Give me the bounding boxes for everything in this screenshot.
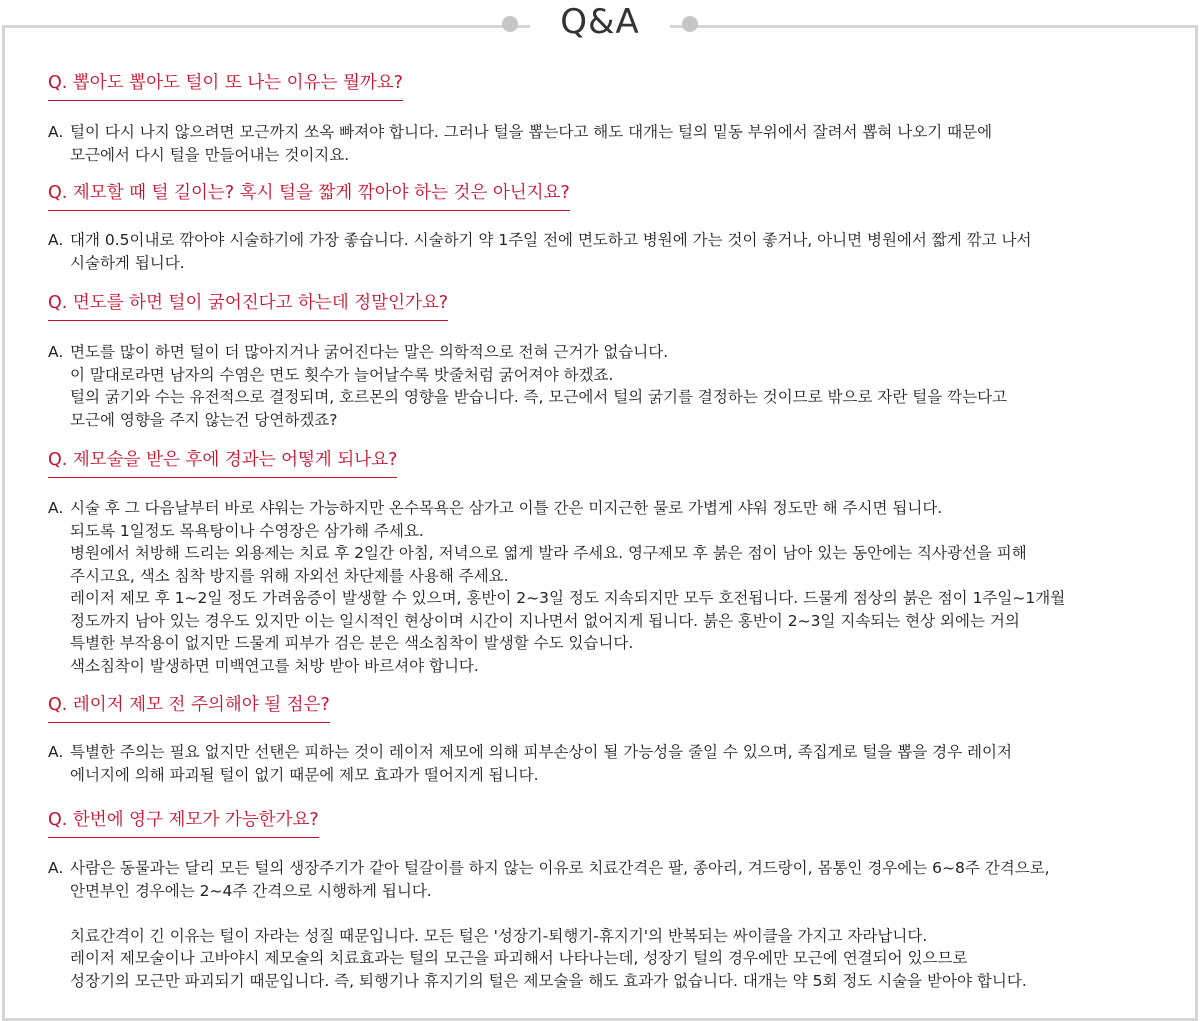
answer-5	[48, 741, 1188, 786]
answer-line: 털의 굵기와 수는 유전적으로 결정되며, 호르몬의 영향을 받습니다. 즉, 모근에서 털의 굵기를 결정하는 것이므로 밖으로 자란 털을 깍는다고	[70, 388, 1008, 406]
qa-item-6	[48, 808, 1188, 992]
answer-prefix: A.	[48, 859, 64, 877]
answer-prefix: A.	[48, 123, 64, 141]
answer-prefix: A.	[48, 743, 64, 761]
qa-item-5	[48, 693, 1188, 786]
header-left-dot-icon	[502, 16, 518, 32]
answer-line: 주시고요, 색소 침착 방지를 위해 자외선 차단제를 사용해 주세요.	[70, 566, 509, 585]
answer-line: 에너지에 의해 파괴될 털이 없기 때문에 제모 효과가 떨어지게 됩니다.	[70, 765, 539, 784]
answer-line: 이 말대로라면 남자의 수염은 면도 횟수가 늘어날수록 밧줄처럼 굵어져야 하겠죠.	[70, 365, 614, 384]
answer-line: 치료간격이 긴 이유는 털이 자라는 성질 때문입니다. 모든 털은 '성장기-퇴행기-휴지기'의 반복되는 싸이클을 가지고 자라납니다.	[70, 926, 928, 945]
qa-item-3	[48, 291, 1188, 431]
answer-line: 시술 후 그 다음날부터 바로 샤워는 가능하지만 온수목욕은 삼가고 이틀 간은 미지근한 물로 가볍게 샤워 정도만 해 주시면 됩니다.	[70, 499, 943, 517]
answer-line: 털이 다시 나지 않으려면 모근까지 쏘옥 빠져야 합니다. 그러나 털을 뽑는다고 해도 대개는 털의 밑동 부위에서 잘려서 뽑혀 나오기 때문에	[70, 123, 993, 141]
answer-prefix: A.	[48, 499, 64, 517]
answer-3	[48, 341, 1188, 431]
answer-line: 병원에서 처방해 드리는 외용제는 치료 후 2일간 아침, 저녁으로 엷게 발라 주세요. 영구제모 후 붉은 점이 남아 있는 동안에는 직사광선을 피해	[70, 544, 1027, 562]
question-6: Q. 한번에 영구 제모가 가능한가요?	[48, 808, 319, 838]
answer-line: 정도까지 남아 있는 경우도 있지만 이는 일시적인 현상이며 시간이 지나면서 없어지게 됩니다. 붉은 홍반이 2~3일 지속되는 현상 외에는 거의	[70, 611, 1020, 630]
answer-line: 되도록 1일정도 목욕탕이나 수영장은 삼가해 주세요.	[70, 521, 424, 540]
answer-line: 시술하게 됩니다.	[70, 253, 185, 272]
question-5: Q. 레이저 제모 전 주의해야 될 점은?	[48, 693, 330, 723]
answer-line: 특별한 부작용이 없지만 드물게 피부가 검은 분은 색소침착이 발생할 수도 있습니다.	[70, 634, 634, 652]
answer-line: 모근에 영향을 주지 않는건 당연하겠죠?	[70, 410, 338, 429]
section-header	[0, 0, 1200, 48]
qa-item-4	[48, 448, 1188, 677]
answer-line: 색소침착이 발생하면 미백연고를 처방 받아 바르셔야 합니다.	[70, 656, 479, 675]
answer-line: 사람은 동물과는 달리 모든 털의 생장주기가 같아 털갈이를 하지 않는 이유로 치료간격은 팔, 종아리, 겨드랑이, 몸통인 경우에는 6~8주 간격으로,	[70, 859, 1050, 877]
answer-prefix: A.	[48, 343, 64, 361]
question-2: Q. 제모할 때 털 길이는? 혹시 털을 짧게 깎아야 하는 것은 아닌지요?	[48, 181, 570, 211]
page-title: Q&A	[560, 2, 640, 42]
question-3: Q. 면도를 하면 털이 굵어진다고 하는데 정말인가요?	[48, 291, 448, 321]
answer-4	[48, 497, 1188, 677]
answer-line: 레이저 제모 후 1~2일 정도 가려움증이 발생할 수 있으며, 홍반이 2~3일 정도 지속되지만 모두 호전됩니다. 드물게 점상의 붉은 점이 1주일~1개월	[70, 589, 1066, 607]
qa-item-1	[48, 71, 1188, 166]
answer-line: 모근에서 다시 털을 만들어내는 것이지요.	[70, 145, 350, 164]
answer-line: 특별한 주의는 필요 없지만 선탠은 피하는 것이 레이저 제모에 의해 피부손상이 될 가능성을 줄일 수 있으며, 족집게로 털을 뽑을 경우 레이저	[70, 743, 1012, 761]
answer-line: 면도를 많이 하면 털이 더 많아지거나 굵어진다는 말은 의학적으로 전혀 근거가 없습니다.	[70, 343, 669, 361]
answer-2	[48, 229, 1188, 274]
answer-6	[48, 857, 1188, 992]
qa-item-2	[48, 181, 1188, 274]
header-right-dot-icon	[682, 16, 698, 32]
question-1: Q. 뽑아도 뽑아도 털이 또 나는 이유는 뭘까요?	[48, 71, 403, 101]
answer-line	[70, 902, 1188, 925]
answer-1	[48, 121, 1188, 166]
question-4: Q. 제모술을 받은 후에 경과는 어떻게 되나요?	[48, 448, 397, 478]
answer-prefix: A.	[48, 231, 64, 249]
answer-line: 안면부인 경우에는 2~4주 간격으로 시행하게 됩니다.	[70, 881, 432, 900]
answer-line: 성장기의 모근만 파괴되기 때문입니다. 즉, 퇴행기나 휴지기의 털은 제모술을 해도 효과가 없습니다. 대개는 약 5회 정도 시술을 받아야 합니다.	[70, 971, 1027, 990]
answer-line: 레이저 제모술이나 고바야시 제모술의 치료효과는 털의 모근을 파괴해서 나타나는데, 성장기 털의 경우에만 모근에 연결되어 있으므로	[70, 949, 968, 967]
answer-line: 대개 0.5이내로 깎아야 시술하기에 가장 좋습니다. 시술하기 약 1주일 전에 면도하고 병원에 가는 것이 좋거나, 아니면 병원에서 짧게 깎고 나서	[70, 231, 1032, 249]
